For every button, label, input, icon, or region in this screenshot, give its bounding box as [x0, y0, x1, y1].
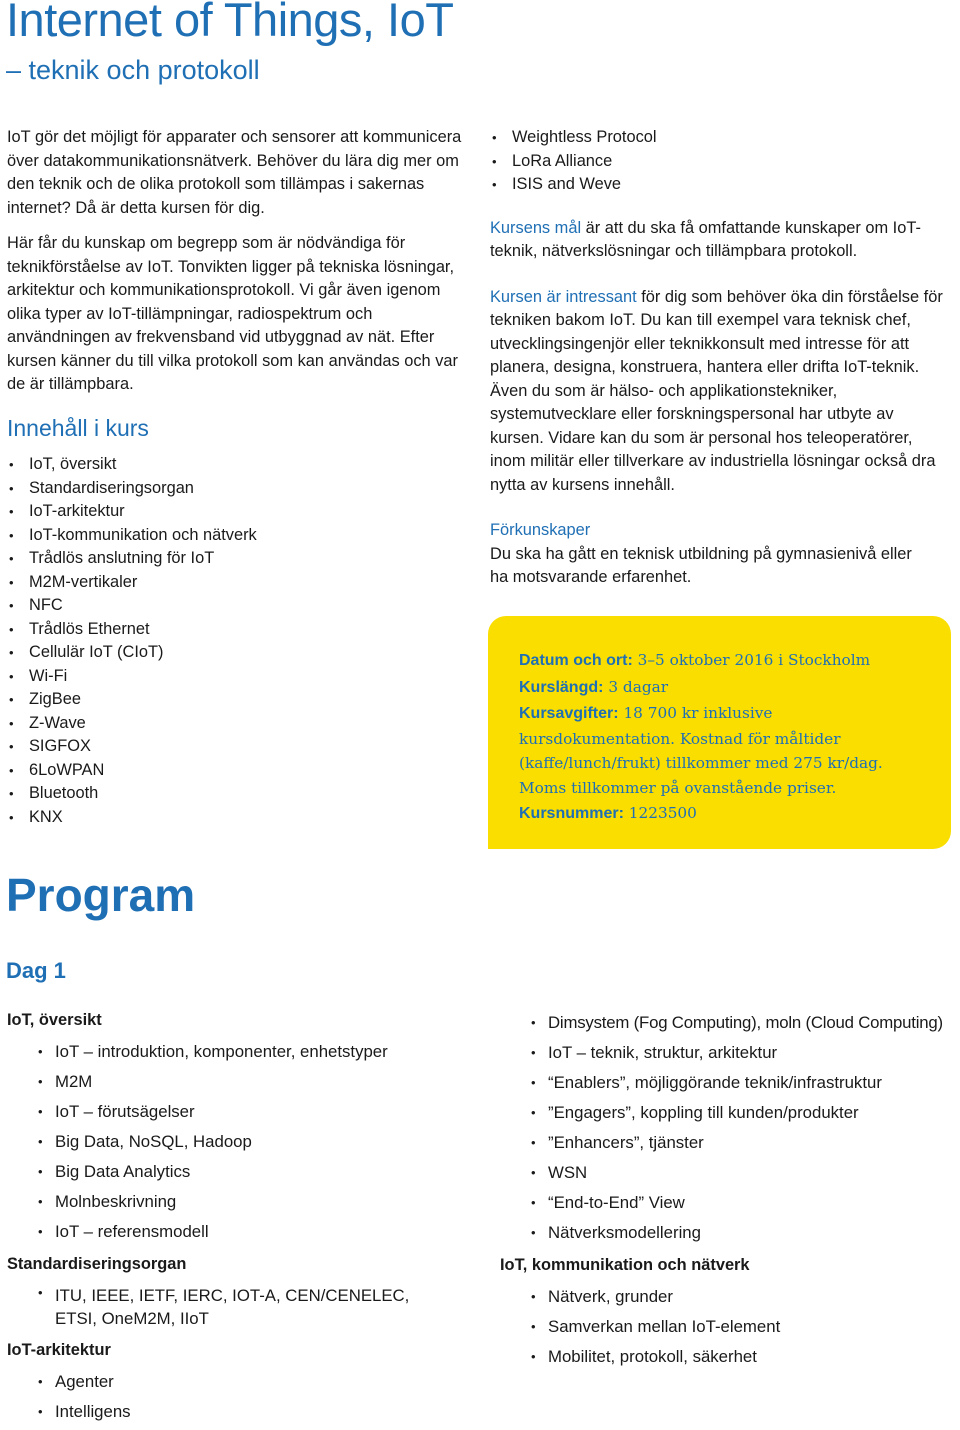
- list-item: • WSN: [500, 1158, 960, 1188]
- course-info-content: [519, 648, 929, 828]
- list-item: • ITU, IEEE, IETF, IERC, IOT-A, CEN/CENELEC, ETSI, OneM2M, IIoT: [7, 1281, 437, 1332]
- course-audience: [490, 286, 950, 498]
- info-number-value: 1223500: [623, 804, 697, 822]
- info-length-value: 3 dagar: [603, 677, 669, 696]
- list-item: • NFC: [7, 594, 467, 618]
- course-audience-lead: Kursen är intressant: [490, 287, 637, 306]
- list-item: • Big Data, NoSQL, Hadoop: [7, 1127, 477, 1157]
- page-subtitle: – teknik och protokoll: [6, 55, 260, 85]
- course-audience-text: för dig som behöver öka din förståelse för tekniken bakom IoT. Du kan till exempel vara teknisk chef, utvecklingsingenjör eller teknikkonsult med intresse för att planera, designa, konstruera, hantera eller drifta IoT-teknik. Även du som är hälso- och applikationstekniker, systemutvecklare eller forskningspersonal har utbyte av kursen. Vidare kan du som är personal hos teleoperatörer, inom militär eller tillverkare av industriella lösningar också dra nytta av kursens innehåll.: [490, 287, 943, 494]
- list-item: • Samverkan mellan IoT-element: [500, 1312, 960, 1342]
- program-list: [500, 1008, 960, 1248]
- list-item: • M2M: [7, 1067, 477, 1097]
- program-section-heading: IoT, kommunikation och nätverk: [500, 1256, 750, 1274]
- list-item: • KNX: [7, 806, 467, 830]
- info-date-label: Datum och ort:: [519, 652, 633, 669]
- list-item: • “Enablers”, möjliggörande teknik/infrastruktur: [500, 1068, 960, 1098]
- list-item: • IoT-kommunikation och nätverk: [7, 524, 467, 548]
- program-list: [500, 1282, 960, 1372]
- right-column: [490, 126, 950, 590]
- list-item: • ZigBee: [7, 688, 467, 712]
- list-item: • IoT – introduktion, komponenter, enhetstyper: [7, 1037, 477, 1067]
- list-item: • Dimsystem (Fog Computing), moln (Cloud Computing): [500, 1008, 960, 1038]
- course-goal: [490, 217, 950, 264]
- day-heading: Dag 1: [6, 958, 66, 983]
- info-length-label: Kurslängd:: [519, 678, 604, 696]
- info-number-label: Kursnummer:: [519, 805, 624, 822]
- info-length: [519, 675, 929, 701]
- list-item: • Nätverk, grunder: [500, 1282, 960, 1312]
- list-item: • Nätverksmodellering: [500, 1218, 960, 1248]
- list-item: • Weightless Protocol: [490, 126, 950, 150]
- list-item: • ”Enhancers”, tjänster: [500, 1128, 960, 1158]
- info-date-value: 3–5 oktober 2016 i Stockholm: [632, 651, 871, 669]
- page-title: Internet of Things, IoT: [6, 0, 454, 46]
- program-list: [7, 1367, 477, 1427]
- info-fee-value: 18 700 kr inklusive kursdokumentation. Kostnad för måltider (kaffe/lunch/frukt) tillkommer med 275 kr/dag. Moms tillkommer på ovanstående priser.: [519, 704, 883, 797]
- list-item: • Mobilitet, protokoll, säkerhet: [500, 1342, 960, 1372]
- list-item: • IoT – referensmodell: [7, 1217, 477, 1247]
- contents-list: [7, 453, 467, 829]
- list-item: • IoT – teknik, struktur, arkitektur: [500, 1038, 960, 1068]
- list-item: • Intelligens: [7, 1397, 477, 1427]
- list-item: • Agenter: [7, 1367, 477, 1397]
- info-date: [519, 648, 929, 674]
- info-fee-label: Kursavgifter:: [519, 705, 619, 722]
- list-item: • Standardiseringsorgan: [7, 477, 467, 501]
- info-number: [519, 801, 929, 827]
- list-item: • ”Engagers”, koppling till kunden/produkter: [500, 1098, 960, 1128]
- course-goal-text: är att du ska få omfattande kunskaper om IoT-teknik, nätverkslösningar och tillämpbara protokoll.: [490, 218, 921, 260]
- info-fee: [519, 701, 929, 800]
- list-item: • LoRa Alliance: [490, 150, 950, 174]
- list-item: • IoT – förutsägelser: [7, 1097, 477, 1127]
- intro-paragraph-2: Här får du kunskap om begrepp som är nödvändiga för teknikförståelse av IoT. Tonvikten ligger på tekniska lösningar, arkitektur och kommunikationsprotokoll. Vi går även igenom olika typer av IoT-tillämpningar, radiospektrum och användningen av frekvensband vid utbyggnad av nät. Efter kursen känner du till vilka protokoll som kan användas och var de är tillämpbara.: [7, 234, 458, 393]
- list-item: • Cellulär IoT (CIoT): [7, 641, 467, 665]
- program-right-column: [500, 1008, 960, 1372]
- list-item: • IoT, översikt: [7, 453, 467, 477]
- course-contents: [7, 413, 467, 829]
- prerequisites-heading: Förkunskaper: [490, 521, 591, 539]
- program-list: [7, 1281, 437, 1332]
- list-item: • “End-to-End” View: [500, 1188, 960, 1218]
- course-info-box: [488, 616, 951, 849]
- list-item: • M2M-vertikaler: [7, 571, 467, 595]
- list-item: • Trådlös Ethernet: [7, 618, 467, 642]
- program-title: Program: [6, 869, 196, 921]
- list-item: • Bluetooth: [7, 782, 467, 806]
- intro-paragraph-1: IoT gör det möjligt för apparater och sensorer att kommunicera över datakommunikationsnätverk. Behöver du lära dig mer om den teknik och de olika protokoll som tillämpas i sakernas internet? Då är detta kursen för dig.: [7, 128, 462, 217]
- list-item: • IoT-arkitektur: [7, 500, 467, 524]
- intro-section: [7, 126, 469, 397]
- list-item: • Big Data Analytics: [7, 1157, 477, 1187]
- program-section-heading: Standardiseringsorgan: [7, 1255, 187, 1273]
- list-item: • Wi-Fi: [7, 665, 467, 689]
- list-item: • ISIS and Weve: [490, 173, 950, 197]
- list-item: • Z-Wave: [7, 712, 467, 736]
- list-item: • 6LoWPAN: [7, 759, 467, 783]
- prerequisites-text: Du ska ha gått en teknisk utbildning på gymnasienivå eller ha motsvarande erfarenhet.: [490, 544, 912, 586]
- contents-list-continued: [490, 126, 950, 197]
- list-item: • Molnbeskrivning: [7, 1187, 477, 1217]
- program-section-heading: IoT, översikt: [7, 1011, 102, 1029]
- contents-heading: Innehåll i kurs: [7, 415, 149, 441]
- program-left-column: [7, 1008, 477, 1427]
- course-goal-lead: Kursens mål: [490, 218, 582, 237]
- list-item: • SIGFOX: [7, 735, 467, 759]
- list-item: • Trådlös anslutning för IoT: [7, 547, 467, 571]
- program-list: [7, 1037, 477, 1247]
- program-section-heading: IoT-arkitektur: [7, 1341, 111, 1359]
